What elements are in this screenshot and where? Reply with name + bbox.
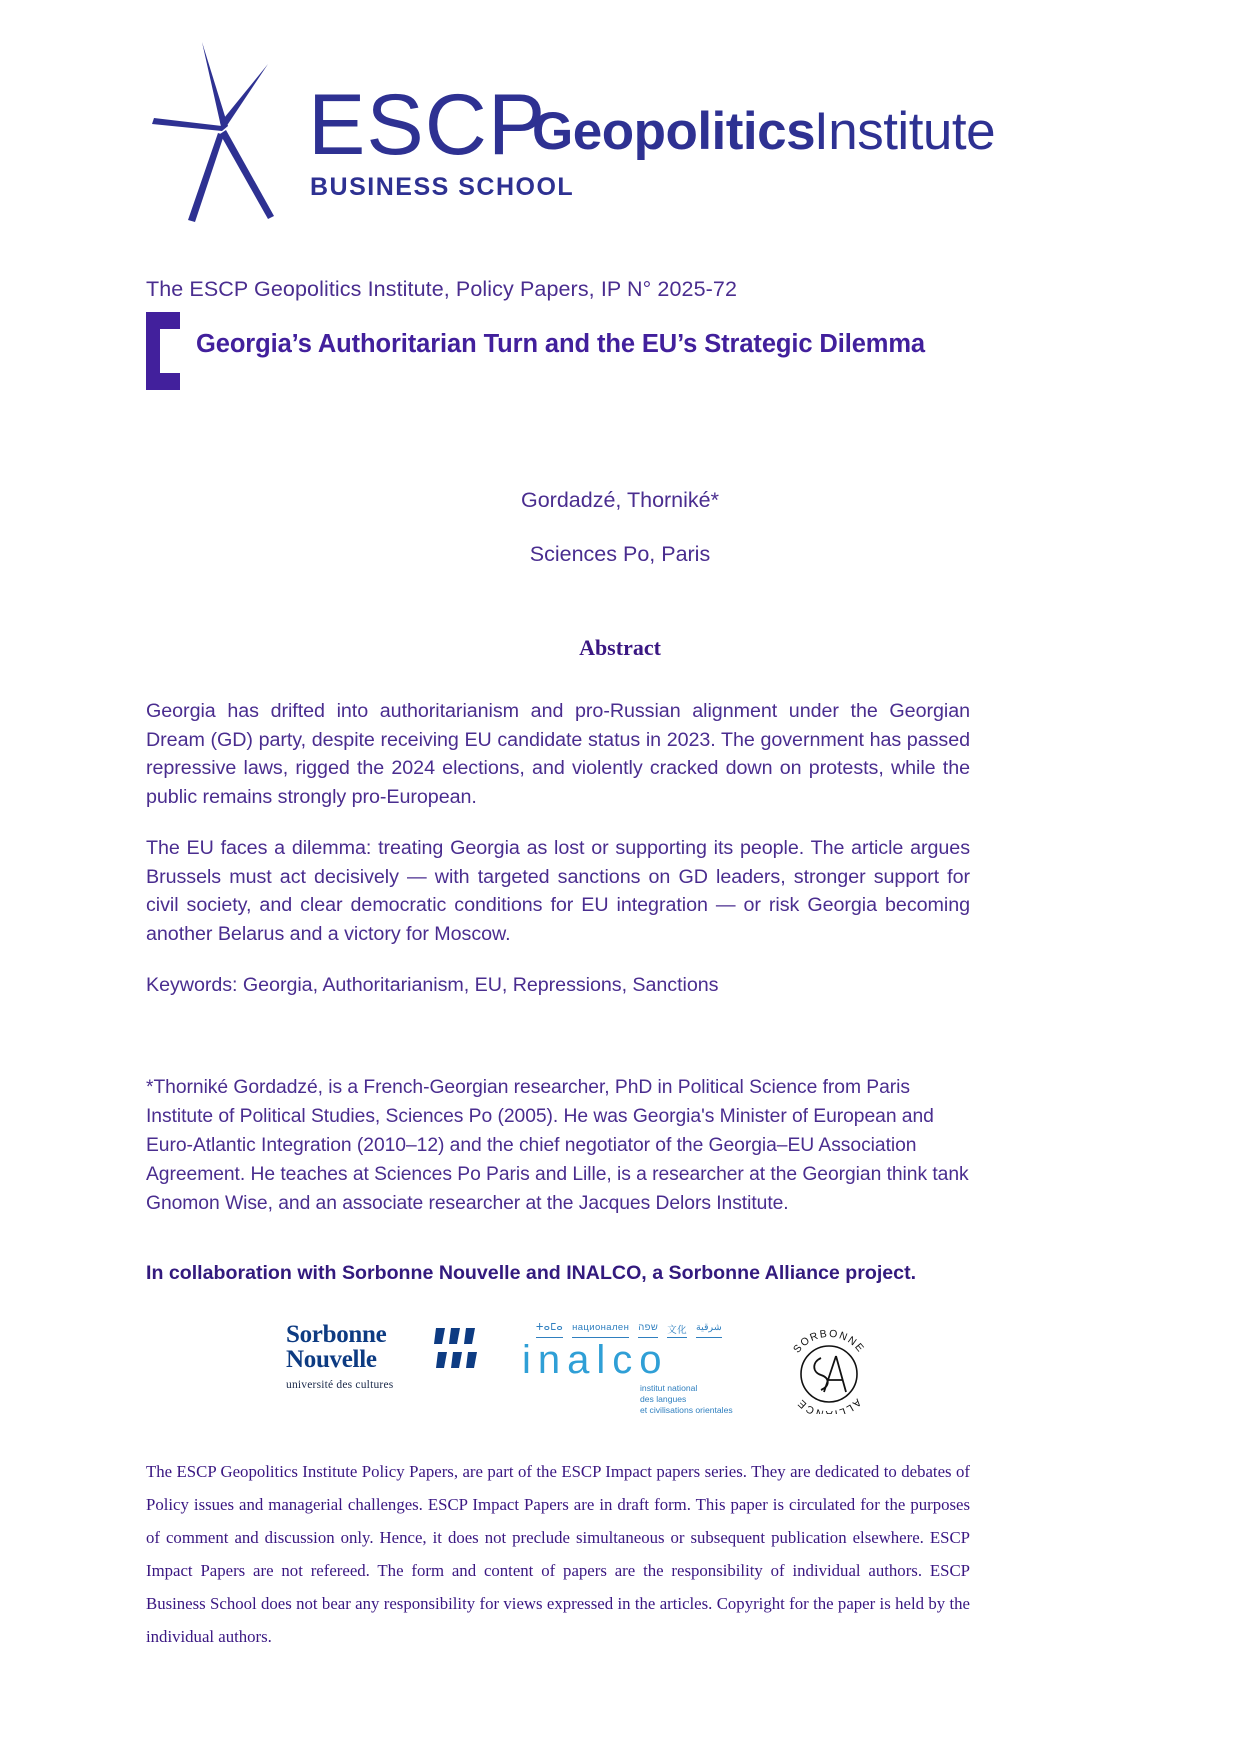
inalco-logo: [522, 1322, 752, 1416]
collaboration-line: In collaboration with Sorbonne Nouvelle and INALCO, a Sorbonne Alliance project.: [146, 1262, 917, 1284]
sorbonne-alliance-logo: [774, 1322, 884, 1414]
svg-text:SORBONNE: [791, 1328, 867, 1356]
inalco-script-3: 文化: [667, 1322, 687, 1338]
three-bars-icon: [434, 1326, 482, 1372]
logo-institute-text: Institute: [814, 102, 996, 161]
sorbonne-nouvelle-logo: [286, 1322, 486, 1391]
page-title: Georgia’s Authoritarian Turn and the EU’s Strategic Dilemma: [196, 330, 926, 358]
abstract-paragraph-2: The EU faces a dilemma: treating Georgia as lost or supporting its people. The article argues Brussels must act decisively — with targeted sanctions on GD leaders, stronger support for civil society, and clear democratic conditions for EU integration — or risk Georgia becoming another Belarus and a victory for Moscow.: [146, 837, 970, 945]
partner-logos-row: [146, 1322, 1086, 1417]
logo-business-school-text: BUSINESS SCHOOL: [310, 173, 575, 201]
inalco-script-2: שפה: [638, 1322, 658, 1338]
sorbonne-nouvelle-line2: Nouvelle: [286, 1346, 377, 1373]
inalco-wordmark: inalco: [522, 1338, 669, 1382]
inalco-script-strip: [522, 1322, 752, 1338]
logo-geopolitics-text: Geopolitics: [532, 102, 816, 161]
author-bio-footnote: *Thorniké Gordadzé, is a French-Georgian researcher, PhD in Political Science from Paris Institute of Political Studies, Sciences Po (2005). He was Georgia's Minister of European and Euro-Atlantic Integration (2010–12) and the chief negotiator of the Georgia–EU Association Agreement. He teaches at Sciences Po Paris and Lille, is a researcher at the Georgian think tank Gnomon Wise, and an associate researcher at the Jacques Delors Institute.: [146, 1077, 969, 1214]
inalco-subtitle-line1: institut national: [640, 1383, 698, 1393]
inalco-subtitle-line3: et civilisations orientales: [640, 1405, 733, 1415]
disclaimer-text: The ESCP Geopolitics Institute Policy Papers, are part of the ESCP Impact papers series. They are dedicated to debates of Policy issues and managerial challenges. ESCP Impact Papers are in draft form. This paper is circulated for the purposes of comment and discussion only. Hence, it does not preclude simultaneous or subsequent publication elsewhere. ESCP Impact Papers are not refereed. The form and content of papers are the responsibility of individual authors. ESCP Business School does not bear any responsibility for views expressed in the articles. Copyright for the paper is held by the individual authors.: [146, 1462, 970, 1646]
svg-text:ALLIANCE: [795, 1396, 864, 1414]
inalco-subtitle: [522, 1383, 752, 1416]
inalco-subtitle-line2: des langues: [640, 1394, 687, 1404]
abstract-paragraph-1: Georgia has drifted into authoritarianism and pro-Russian alignment under the Georgian Dream (GD) party, despite receiving EU candidate status in 2023. The government has passed repressive laws, rigged the 2024 elections, and violently cracked down on protests, while the public remains strongly pro-European.: [146, 700, 970, 808]
inalco-script-0: ⵜⴰⵎⴰ: [536, 1322, 563, 1338]
keywords-line: Keywords: Georgia, Authoritarianism, EU, Repressions, Sanctions: [146, 974, 719, 996]
alliance-top-text: SORBONNE: [791, 1327, 867, 1356]
sorbonne-nouvelle-line1: Sorbonne: [286, 1321, 387, 1348]
author-name: Gordadzé, Thorniké*: [521, 488, 719, 512]
paper-series-line: The ESCP Geopolitics Institute, Policy Papers, IP N° 2025-72: [146, 277, 738, 301]
inalco-script-4: شرقية: [696, 1322, 722, 1338]
alliance-bottom-text: ALLIANCE: [794, 1396, 864, 1414]
abstract-body: [146, 697, 970, 1000]
logo-escp-wordmark: ESCP: [308, 77, 547, 173]
abstract-heading: Abstract: [579, 635, 661, 660]
author-affiliation: Sciences Po, Paris: [529, 542, 711, 566]
sorbonne-nouvelle-tagline: université des cultures: [286, 1379, 394, 1391]
escp-geopolitics-institute-logo: [150, 34, 1110, 224]
sorbonne-alliance-seal-icon: [774, 1322, 884, 1414]
open-bracket-icon: [146, 312, 180, 390]
inalco-script-1: националeн: [572, 1322, 629, 1338]
escp-star-icon: [150, 34, 300, 224]
